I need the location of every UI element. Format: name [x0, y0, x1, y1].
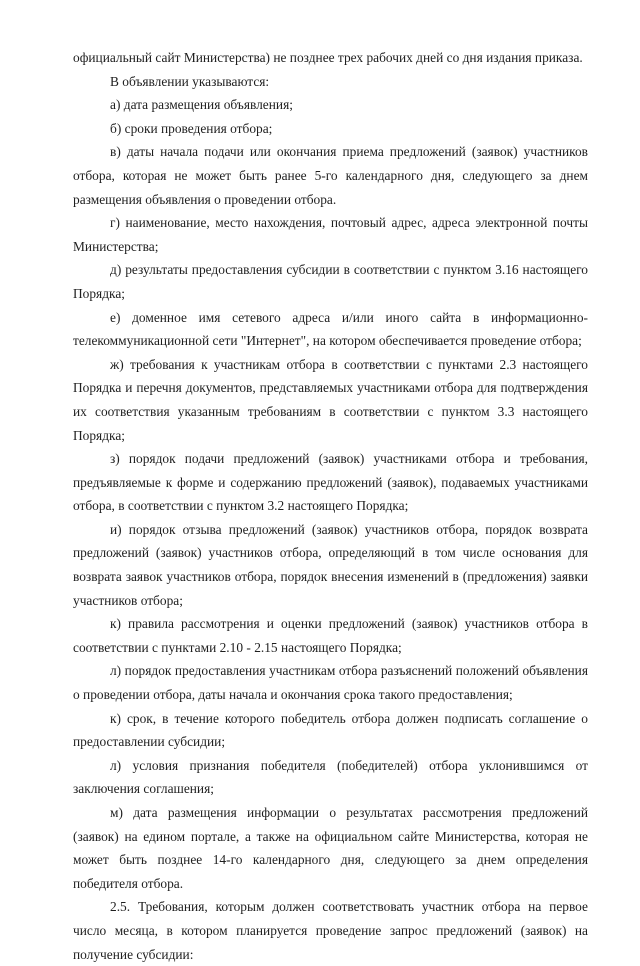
- list-item-v: в) даты начала подачи или окончания приема предложений (заявок) участников отбора, которая не может быть ранее 5-го календарного дня, следующего за днем размещения объявления о проведении отбора.: [73, 144, 588, 207]
- list-item-a: а) дата размещения объявления;: [110, 97, 293, 113]
- paragraph-announcement-heading: В объявлении указываются:: [110, 73, 270, 89]
- list-item-l-second: л) условия признания победителя (победителей) отбора уклонившимся от заключения соглашения;: [73, 757, 588, 797]
- list-item-i: и) порядок отзыва предложений (заявок) участников отбора, порядок возврата предложений (заявок) участников отбора, определяющий в том числе основания для возврата заявок участников отбора, порядок внесения изменений в (предложения) заявки участников отбора;: [73, 521, 588, 608]
- list-item-z: з) порядок подачи предложений (заявок) участниками отбора и требования, предъявляемые к форме и содержанию предложений (заявок), подаваемых участниками отбора, в соответствии с пунктом 3.2 настоящего Порядка;: [73, 451, 588, 514]
- section-2-5-paragraph: 2.5. Требования, которым должен соответствовать участник отбора на первое число месяца, в котором планируется проведение запрос предложений (заявок) на получение субсидии:: [73, 899, 588, 962]
- list-item-k-second: к) срок, в течение которого победитель отбора должен подписать соглашение о предоставлении субсидии;: [73, 710, 588, 750]
- list-item-l: л) порядок предоставления участникам отбора разъяснений положений объявления о проведении отбора, даты начала и окончания срока такого предоставления;: [73, 663, 588, 703]
- list-item-m: м) дата размещения информации о результатах рассмотрения предложений (заявок) на едином портале, а также на официальном сайте Министерства, которая не может быть позднее 14-го календарного дня, следующего за днем определения победителя отбора.: [73, 805, 588, 891]
- list-item-g: г) наименование, место нахождения, почтовый адрес, адреса электронной почты Министерства;: [73, 215, 588, 254]
- paragraph-intro-continuation: официальный сайт Министерства) не позднее трех рабочих дней со дня издания приказа.: [73, 50, 583, 65]
- list-item-zh: ж) требования к участникам отбора в соответствии с пунктами 2.3 настоящего Порядка и перечня документов, представляемых участниками отбора для подтверждения их соответствия указанным требованиям в соответствии с пунктом 3.3 настоящего Порядка;: [73, 356, 588, 443]
- list-item-e: е) доменное имя сетевого адреса и/или иного сайта в информационно-телекоммуникационной сети "Интернет", на котором обеспечивается проведение отбора;: [73, 309, 588, 349]
- list-item-b: б) сроки проведения отбора;: [110, 120, 273, 136]
- list-item-d: д) результаты предоставления субсидии в соответствии с пунктом 3.16 настоящего Порядка;: [73, 262, 588, 301]
- list-item-k: к) правила рассмотрения и оценки предложений (заявок) участников отбора в соответствии с пунктами 2.10 - 2.15 настоящего Порядка;: [73, 616, 588, 655]
- document-body: [73, 46, 588, 966]
